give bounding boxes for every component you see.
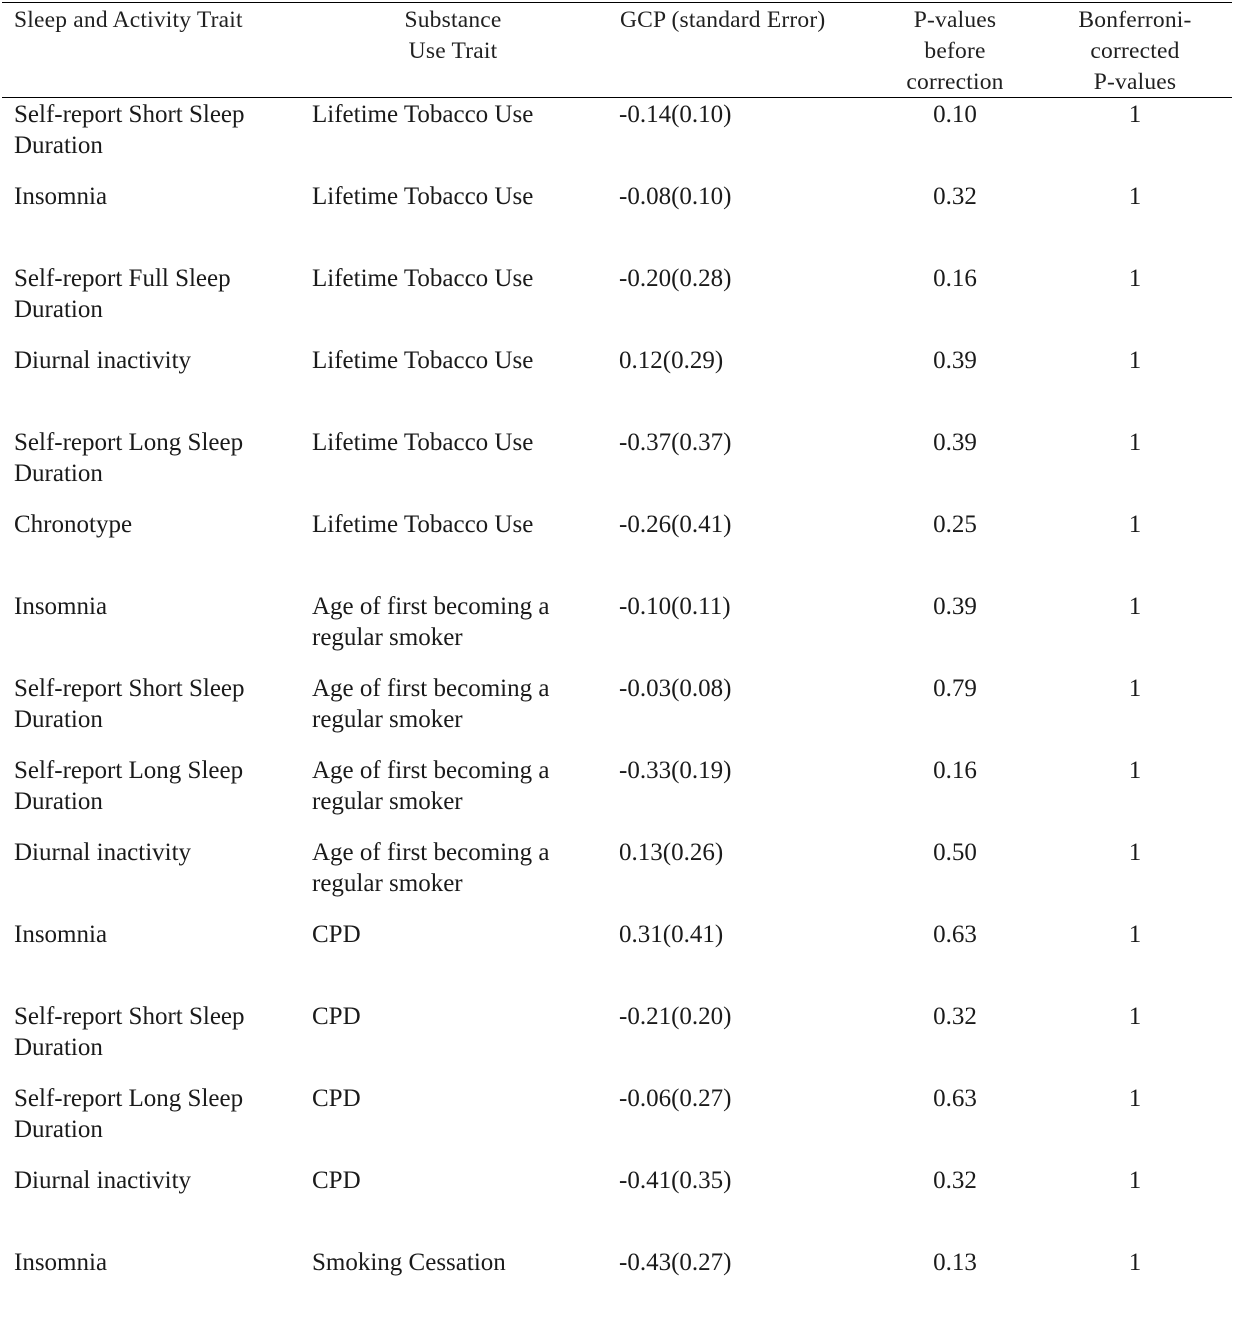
table-row <box>0 263 1235 345</box>
cell-p-value: 0.32 <box>933 183 977 210</box>
cell-substance-trait: Age of first becoming a regular smoker <box>312 593 550 651</box>
cell-p-value: 0.13 <box>933 1249 977 1276</box>
cell-sleep-trait: Diurnal inactivity <box>14 347 192 374</box>
table-row <box>0 755 1235 837</box>
cell-substance-trait: CPD <box>312 921 361 948</box>
cell-bonferroni: 1 <box>1128 1167 1142 1194</box>
cell-sleep-trait: Self-report Long Sleep Duration <box>14 757 244 815</box>
table-row <box>0 591 1235 673</box>
cell-sleep-trait: Self-report Full Sleep Duration <box>14 265 231 323</box>
header-bottom-rule <box>2 97 1232 98</box>
cell-bonferroni: 1 <box>1128 183 1142 210</box>
cell-sleep-trait: Diurnal inactivity <box>14 839 192 866</box>
cell-gcp: -0.26(0.41) <box>619 511 732 538</box>
cell-substance-trait: Lifetime Tobacco Use <box>312 265 534 292</box>
cell-bonferroni: 1 <box>1128 593 1142 620</box>
table-row <box>0 1247 1235 1329</box>
cell-bonferroni: 1 <box>1128 757 1142 784</box>
cell-bonferroni: 1 <box>1128 839 1142 866</box>
cell-p-value: 0.63 <box>933 921 977 948</box>
table-row <box>0 673 1235 755</box>
cell-gcp: -0.06(0.27) <box>619 1085 732 1112</box>
table-row <box>0 919 1235 1001</box>
cell-substance-trait: Lifetime Tobacco Use <box>312 511 534 538</box>
table-row <box>0 181 1235 263</box>
cell-bonferroni: 1 <box>1128 921 1142 948</box>
table-row <box>0 99 1235 181</box>
cell-gcp: -0.08(0.10) <box>619 183 732 210</box>
cell-gcp: -0.43(0.27) <box>619 1249 732 1276</box>
cell-gcp: 0.12(0.29) <box>619 347 724 374</box>
cell-bonferroni: 1 <box>1128 265 1142 292</box>
header-gcp: GCP (standard Error) <box>620 7 826 33</box>
cell-gcp: -0.20(0.28) <box>619 265 732 292</box>
header-bonferroni: Bonferroni- corrected P-values <box>1078 7 1192 95</box>
cell-bonferroni: 1 <box>1128 429 1142 456</box>
cell-sleep-trait: Self-report Short Sleep Duration <box>14 675 245 733</box>
cell-gcp: 0.13(0.26) <box>619 839 724 866</box>
cell-p-value: 0.32 <box>933 1167 977 1194</box>
cell-p-value: 0.25 <box>933 511 977 538</box>
cell-gcp: -0.14(0.10) <box>619 101 732 128</box>
cell-bonferroni: 1 <box>1128 347 1142 374</box>
cell-substance-trait: Lifetime Tobacco Use <box>312 429 534 456</box>
cell-substance-trait: Age of first becoming a regular smoker <box>312 675 550 733</box>
cell-p-value: 0.50 <box>933 839 977 866</box>
cell-sleep-trait: Diurnal inactivity <box>14 1167 192 1194</box>
table-row <box>0 1001 1235 1083</box>
cell-bonferroni: 1 <box>1128 1085 1142 1112</box>
cell-substance-trait: Smoking Cessation <box>312 1249 506 1276</box>
table-row <box>0 427 1235 509</box>
cell-sleep-trait: Insomnia <box>14 1249 108 1276</box>
cell-gcp: 0.31(0.41) <box>619 921 724 948</box>
cell-p-value: 0.16 <box>933 757 977 784</box>
cell-substance-trait: Lifetime Tobacco Use <box>312 347 534 374</box>
cell-bonferroni: 1 <box>1128 1003 1142 1030</box>
cell-gcp: -0.33(0.19) <box>619 757 732 784</box>
cell-p-value: 0.39 <box>933 593 977 620</box>
header-substance-use-trait: Substance Use Trait <box>404 7 502 64</box>
table-top-rule <box>2 2 1232 3</box>
cell-p-value: 0.32 <box>933 1003 977 1030</box>
cell-gcp: -0.21(0.20) <box>619 1003 732 1030</box>
cell-gcp: -0.37(0.37) <box>619 429 732 456</box>
cell-p-value: 0.10 <box>933 101 977 128</box>
cell-substance-trait: Lifetime Tobacco Use <box>312 183 534 210</box>
cell-sleep-trait: Self-report Long Sleep Duration <box>14 1085 244 1143</box>
table-row <box>0 509 1235 591</box>
header-sleep-activity-trait: Sleep and Activity Trait <box>14 7 243 33</box>
cell-bonferroni: 1 <box>1128 101 1142 128</box>
cell-sleep-trait: Self-report Short Sleep Duration <box>14 101 245 159</box>
cell-substance-trait: Lifetime Tobacco Use <box>312 101 534 128</box>
cell-gcp: -0.10(0.11) <box>619 593 731 620</box>
table-row <box>0 837 1235 919</box>
cell-gcp: -0.41(0.35) <box>619 1167 732 1194</box>
cell-substance-trait: Age of first becoming a regular smoker <box>312 757 550 815</box>
cell-p-value: 0.79 <box>933 675 977 702</box>
cell-p-value: 0.39 <box>933 429 977 456</box>
cell-sleep-trait: Insomnia <box>14 921 108 948</box>
cell-gcp: -0.03(0.08) <box>619 675 732 702</box>
cell-p-value: 0.16 <box>933 265 977 292</box>
table-row <box>0 1165 1235 1247</box>
cell-sleep-trait: Chronotype <box>14 511 133 538</box>
cell-sleep-trait: Self-report Short Sleep Duration <box>14 1003 245 1061</box>
cell-sleep-trait: Self-report Long Sleep Duration <box>14 429 244 487</box>
cell-sleep-trait: Insomnia <box>14 183 108 210</box>
header-p-values: P-values before correction <box>906 7 1004 95</box>
cell-bonferroni: 1 <box>1128 511 1142 538</box>
table-row <box>0 345 1235 427</box>
cell-p-value: 0.39 <box>933 347 977 374</box>
cell-substance-trait: CPD <box>312 1003 361 1030</box>
cell-bonferroni: 1 <box>1128 1249 1142 1276</box>
cell-bonferroni: 1 <box>1128 675 1142 702</box>
cell-substance-trait: CPD <box>312 1167 361 1194</box>
table-row <box>0 1083 1235 1165</box>
cell-substance-trait: Age of first becoming a regular smoker <box>312 839 550 897</box>
cell-p-value: 0.63 <box>933 1085 977 1112</box>
cell-sleep-trait: Insomnia <box>14 593 108 620</box>
cell-substance-trait: CPD <box>312 1085 361 1112</box>
